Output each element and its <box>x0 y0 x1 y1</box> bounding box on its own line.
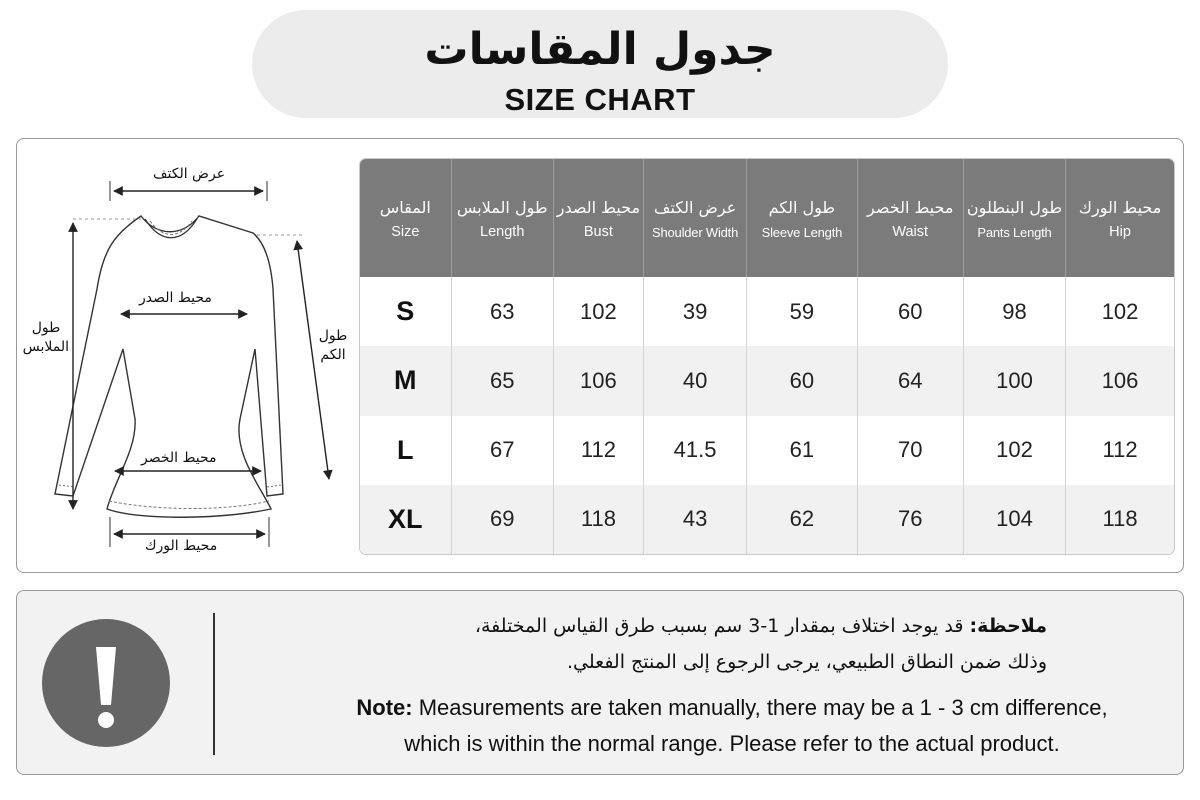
header-sleeve-ar: طول الكم <box>768 198 836 218</box>
table-cell: 102 <box>553 277 643 346</box>
table-cell: 39 <box>643 277 746 346</box>
header-bust <box>553 159 643 277</box>
length-label-line1: طول <box>31 320 61 336</box>
note-arabic-line1 <box>297 615 1047 637</box>
length-label <box>23 319 69 357</box>
note-arabic-label: ملاحظة: <box>969 615 1047 637</box>
table-cell: 112 <box>1066 416 1174 485</box>
header-sleeve <box>747 159 857 277</box>
note-arabic-line2: وذلك ضمن النطاق الطبيعي، يرجى الرجوع إلى المنتج الفعلي. <box>566 651 1047 673</box>
table-cell: 60 <box>747 346 857 415</box>
size-cell: L <box>360 416 451 485</box>
table-cell: 102 <box>1066 277 1174 346</box>
table-cell: 40 <box>643 346 746 415</box>
bust-label: محيط الصدر <box>139 290 212 306</box>
header-waist-en: Waist <box>892 224 929 241</box>
table-cell: 63 <box>451 277 553 346</box>
note-english-line2: which is within the normal range. Please refer to the actual product. <box>404 731 1060 756</box>
note-arabic-text1: قد يوجد اختلاف بمقدار 1-3 سم بسبب طرق القياس المختلفة، <box>474 615 964 637</box>
table-cell: 67 <box>451 416 553 485</box>
table-cell: 70 <box>857 416 963 485</box>
header-waist-ar: محيط الخصر <box>867 197 954 217</box>
header-shoulder <box>643 159 746 277</box>
note-english-label: Note: <box>356 695 413 720</box>
header-size-en: Size <box>391 224 420 241</box>
title-english: SIZE CHART <box>504 82 696 117</box>
table-cell: 62 <box>747 485 857 554</box>
table-cell: 104 <box>963 485 1065 554</box>
note-divider <box>213 613 215 755</box>
header-hip-en: Hip <box>1109 224 1131 241</box>
title-banner <box>252 10 948 118</box>
header-sleeve-en: Sleeve Length <box>761 224 843 240</box>
shirt-diagram <box>17 139 357 574</box>
table-cell: 65 <box>451 346 553 415</box>
table-cell: 118 <box>1066 485 1174 554</box>
table-cell: 106 <box>553 346 643 415</box>
length-label-line2: الملابس <box>22 338 69 355</box>
table-cell: 106 <box>1066 346 1174 415</box>
shoulder-width-label: عرض الكتف <box>153 166 226 182</box>
table-cell: 102 <box>963 416 1065 485</box>
size-cell: XL <box>360 485 451 554</box>
title-arabic: جدول المقاسات <box>424 24 776 75</box>
header-size-ar: المقاس <box>379 197 431 217</box>
header-shoulder-en: Shoulder Width <box>652 224 739 240</box>
table-cell: 41.5 <box>643 416 746 485</box>
table-row <box>360 485 1174 554</box>
header-hip-ar: محيط الورك <box>1078 197 1162 217</box>
hip-label: محيط الورك <box>145 538 218 554</box>
table-header-row <box>360 159 1174 277</box>
header-length <box>451 159 553 277</box>
table-cell: 61 <box>747 416 857 485</box>
table-cell: 69 <box>451 485 553 554</box>
header-waist <box>857 159 963 277</box>
exclamation-icon <box>42 619 170 747</box>
table-cell: 98 <box>963 277 1065 346</box>
sleeve-label-line2: الكم <box>320 346 346 363</box>
header-hip <box>1066 159 1174 277</box>
table-cell: 59 <box>747 277 857 346</box>
sleeve-label-line1: طول <box>318 328 348 344</box>
header-length-ar: طول الملابس <box>456 197 548 217</box>
table-cell: 76 <box>857 485 963 554</box>
header-bust-en: Bust <box>583 224 613 241</box>
note-english-line1 <box>237 695 1200 721</box>
header-pants-ar: طول البنطلون <box>966 198 1063 218</box>
header-bust-ar: محيط الصدر <box>556 197 641 217</box>
table-cell: 100 <box>963 346 1065 415</box>
note-panel <box>16 590 1184 775</box>
table-cell: 60 <box>857 277 963 346</box>
size-table <box>360 159 1174 554</box>
table-cell: 64 <box>857 346 963 415</box>
table-cell: 112 <box>553 416 643 485</box>
table-cell: 43 <box>643 485 746 554</box>
size-cell: M <box>360 346 451 415</box>
warning-badge <box>42 619 170 747</box>
sleeve-label <box>313 327 353 365</box>
header-length-en: Length <box>480 224 525 241</box>
note-english-text1: Measurements are taken manually, there may be a 1 - 3 cm difference, <box>418 695 1108 720</box>
table-row <box>360 277 1174 346</box>
waist-label: محيط الخصر <box>141 450 217 466</box>
table-cell: 118 <box>553 485 643 554</box>
size-chart-panel <box>16 138 1184 573</box>
header-shoulder-ar: عرض الكتف <box>653 198 737 218</box>
table-row <box>360 416 1174 485</box>
header-size <box>360 159 451 277</box>
header-pants <box>963 159 1065 277</box>
size-cell: S <box>360 277 451 346</box>
table-row <box>360 346 1174 415</box>
header-pants-en: Pants Length <box>977 224 1052 240</box>
